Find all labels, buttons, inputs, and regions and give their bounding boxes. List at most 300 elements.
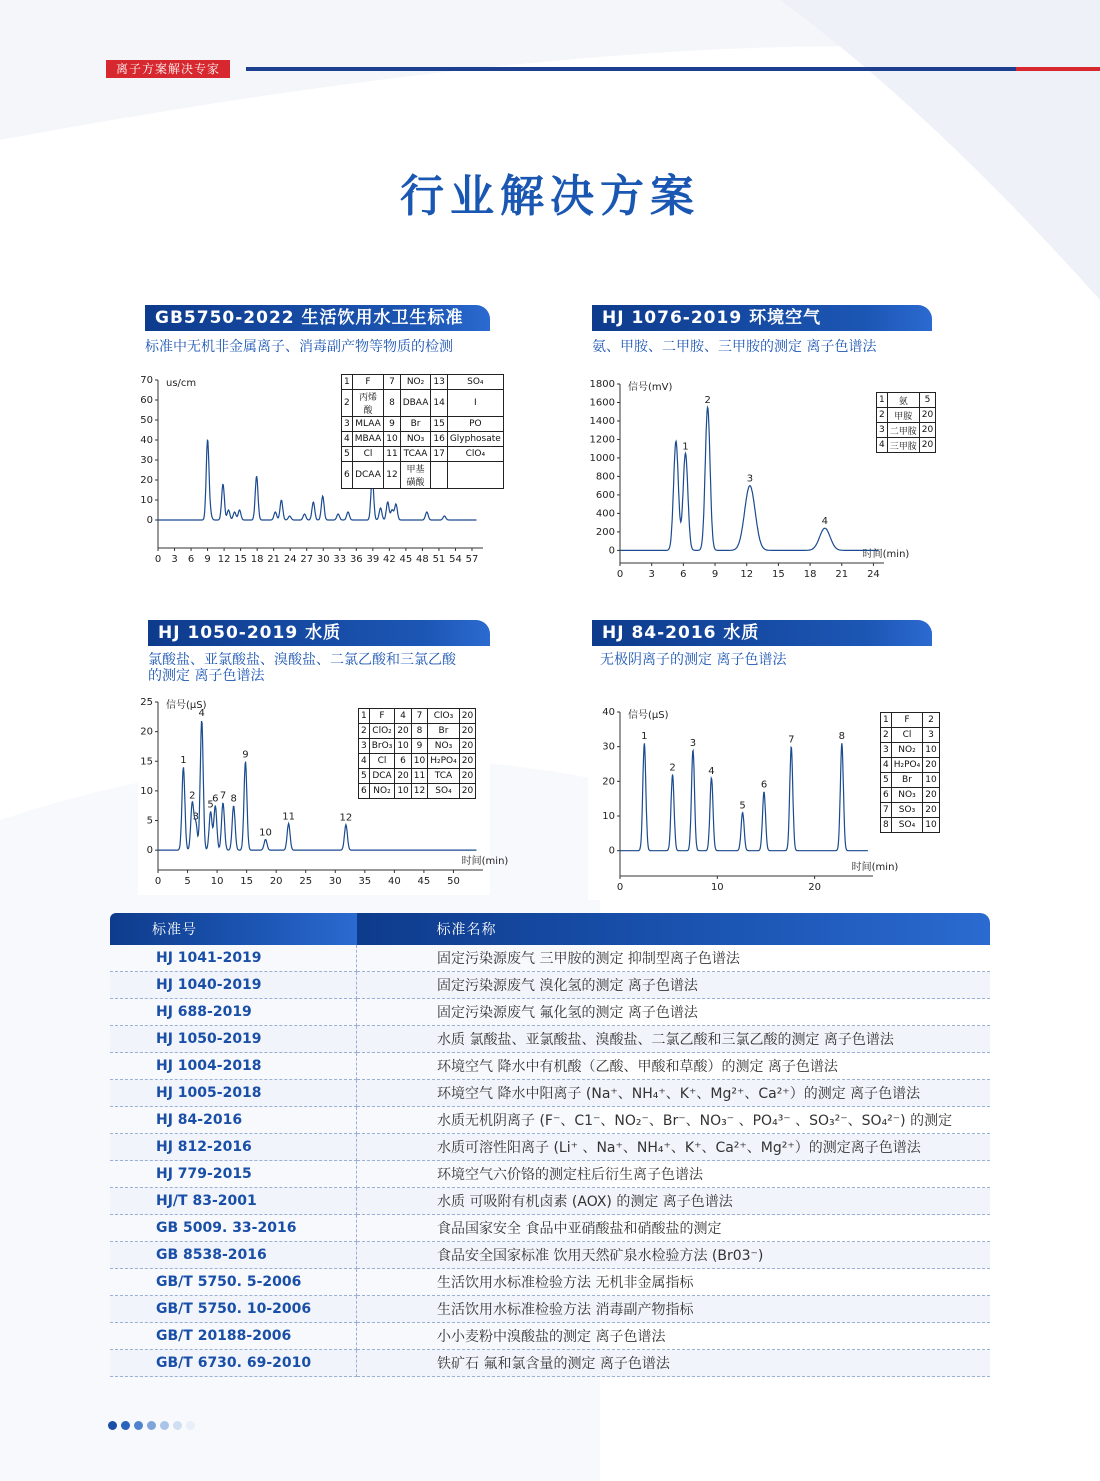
x-tick-label: 9 [204,554,211,565]
x-tick-label: 36 [349,554,363,565]
page-dot [160,1421,169,1430]
x-tick-label: 57 [465,554,479,565]
table-row [110,1269,990,1296]
legend-cell: H₂PO₄ [428,754,460,769]
legend-cell: 4 [881,758,892,773]
x-tick-label: 0 [154,876,162,887]
standard-code: HJ 1050-2019 [110,1026,357,1053]
x-tick-label: 18 [250,554,264,565]
legend-cell: TCAA [400,447,431,462]
legend-cell: DCA [369,769,395,784]
peak-label: 1 [180,755,187,767]
x-tick-label: 51 [432,554,446,565]
legend-cell: NO₂ [891,743,923,758]
table-header-row [110,913,990,945]
legend-cell: 10 [923,743,939,758]
section-subtitle-gb5750: 标准中无机非金属离子、消毒副产物等物质的检测 [145,339,453,355]
legend-cell: Br [428,724,460,739]
legend-cell: 二甲胺 [887,423,919,438]
y-tick-label: 5 [146,815,153,827]
brand-tag: 离子方案解决专家 [106,60,230,78]
y-tick-label: 0 [608,545,615,557]
brand-divider [246,67,1016,71]
section-subtitle-hj1076: 氨、甲胺、二甲胺、三甲胺的测定 离子色谱法 [592,339,877,355]
standard-code: HJ 688-2019 [110,999,357,1026]
legend-row [881,728,940,743]
legend-cell: 12 [411,784,427,799]
y-tick-label: 40 [140,435,153,446]
y-axis-label: us/cm [166,378,197,389]
standard-name: 环境空气六价铬的测定柱后衍生离子色谱法 [357,1161,991,1188]
chromatogram-hj1050 [138,690,509,895]
legend-row [342,417,504,432]
standard-code: HJ 1004-2018 [110,1053,357,1080]
peak-label: 5 [207,799,214,811]
peak-label: 1 [641,731,648,743]
legend-cell: 2 [881,728,892,743]
standard-code: HJ 1041-2019 [110,945,357,972]
x-tick-label: 48 [416,554,429,565]
peak-label: 4 [198,707,205,719]
legend-cell: DBAA [400,390,431,417]
peak-label: 7 [219,790,227,802]
legend-cell: NO₂ [369,784,395,799]
legend-cell: 8 [384,390,400,417]
x-tick-label: 9 [711,569,719,580]
section-header-hj1050: HJ 1050-2019 水质 [148,620,490,646]
x-axis-label: 时间(min) [862,549,910,560]
x-tick-label: 10 [710,882,724,893]
standard-name: 生活饮用水标准检验方法 消毒副产物指标 [357,1296,991,1323]
table-row [110,999,990,1026]
page-dot [173,1421,182,1430]
peak-label: 3 [746,473,754,485]
legend-row [359,739,476,754]
legend-row [881,803,940,818]
table-row [110,1296,990,1323]
peak-label: 6 [212,793,219,805]
legend-cell: 6 [395,754,411,769]
table-row [110,972,990,999]
legend-cell: Glyphosate [447,432,503,447]
legend-row [342,432,504,447]
standard-name: 食品安全国家标准 饮用天然矿泉水检验方法 (Br03⁻) [357,1242,991,1269]
section-header-hj84: HJ 84-2016 水质 [592,620,932,646]
chart-legend-gb5750 [341,374,504,489]
x-tick-label: 6 [680,569,687,580]
peak-label: 4 [821,516,829,528]
page-dot [108,1421,117,1430]
standard-name: 水质 氯酸盐、亚氯酸盐、溴酸盐、二氯乙酸和三氯乙酸的测定 离子色谱法 [357,1026,991,1053]
legend-row [881,788,940,803]
legend-cell: 5 [342,447,353,462]
legend-cell: 2 [923,713,939,728]
legend-cell: Cl [891,728,923,743]
legend-cell: 5 [359,769,370,784]
legend-row [877,423,936,438]
peak-label: 8 [230,793,237,805]
x-tick-label: 45 [399,554,413,565]
legend-cell: 3 [923,728,939,743]
peak-label: 9 [242,749,249,761]
brand-divider-accent [1016,67,1100,71]
legend-cell: 13 [431,375,447,390]
legend-row [342,375,504,390]
legend-cell: 20 [459,724,475,739]
legend-cell: NO₃ [891,788,923,803]
legend-cell: SO₄ [428,784,460,799]
legend-cell: 8 [881,818,892,833]
x-axis-label: 时间(min) [851,862,899,873]
legend-cell: 20 [395,724,411,739]
standard-code: GB/T 5750. 5-2006 [110,1269,357,1296]
legend-cell: 甲基磺酸 [400,462,431,489]
y-tick-label: 200 [595,526,615,538]
chromatogram-gb5750 [138,372,501,577]
page-dot [121,1421,130,1430]
legend-cell: 10 [923,773,939,788]
y-tick-label: 20 [140,475,153,486]
standard-name: 食品国家安全 食品中亚硝酸盐和硝酸盐的测定 [357,1215,991,1242]
legend-cell: 10 [384,432,400,447]
legend-cell: 8 [411,724,427,739]
legend-cell: I [447,390,503,417]
x-tick-label: 40 [387,876,401,887]
peak-label: 2 [189,790,196,802]
x-tick-label: 30 [328,876,342,887]
standard-code: HJ 1005-2018 [110,1080,357,1107]
legend-cell: 5 [881,773,892,788]
peak-label: 3 [192,811,200,823]
y-tick-label: 10 [602,811,615,822]
y-tick-label: 0 [608,845,615,857]
legend-cell: 7 [384,375,400,390]
legend-cell: 15 [431,417,447,432]
page-indicator-dots [108,1415,199,1425]
legend-cell: 丙烯酸 [352,390,384,417]
x-tick-label: 12 [217,554,231,565]
x-tick-label: 20 [808,882,821,893]
standard-code: GB 5009. 33-2016 [110,1215,357,1242]
standard-code: GB/T 6730. 69-2010 [110,1350,357,1377]
legend-row [877,408,936,423]
legend-cell: 20 [459,784,475,799]
x-tick-label: 33 [333,554,347,565]
legend-row [359,709,476,724]
legend-cell: 20 [919,438,935,453]
chart-legend-hj1050 [358,708,476,799]
y-tick-label: 0 [146,845,153,857]
y-tick-label: 800 [595,471,615,483]
table-row [110,1026,990,1053]
x-tick-label: 3 [171,554,178,565]
page-dot [147,1421,156,1430]
legend-cell: ClO₃ [428,709,460,724]
legend-cell: 2 [342,390,353,417]
legend-cell: 4 [342,432,353,447]
y-axis-label: 信号(mV) [628,382,673,393]
legend-cell: 10 [395,739,411,754]
chart-legend-hj1076 [876,392,936,453]
legend-cell: 11 [411,769,427,784]
y-tick-label: 10 [140,495,153,506]
table-row [110,1107,990,1134]
legend-cell: 10 [923,818,939,833]
legend-cell: 14 [431,390,447,417]
peak-label: 5 [739,800,746,812]
legend-cell: 7 [411,709,427,724]
legend-cell: 氨 [887,393,919,408]
y-tick-label: 1000 [589,452,615,464]
x-tick-label: 10 [210,876,224,887]
legend-cell: Br [891,773,923,788]
legend-cell: 3 [342,417,353,432]
legend-cell: 2 [359,724,370,739]
standard-name: 水质无机阴离子 (F⁻、C1⁻、NO₂⁻、Br⁻、NO₃⁻ 、PO₄³⁻ 、SO₃²⁻、SO₄²⁻) 的测定 [357,1107,991,1134]
legend-cell: 12 [384,462,400,489]
peak-label: 10 [259,827,272,839]
peak-label: 8 [838,731,846,743]
x-tick-label: 6 [187,554,195,565]
legend-row [359,754,476,769]
section-header-hj1076: HJ 1076-2019 环境空气 [592,305,932,331]
standard-code: GB/T 20188-2006 [110,1323,357,1350]
legend-cell: F [891,713,923,728]
legend-cell: 1 [359,709,370,724]
legend-cell: 20 [923,788,939,803]
x-tick-label: 15 [772,569,785,580]
standard-name: 铁矿石 氟和氯含量的测定 离子色谱法 [357,1350,991,1377]
table-row [110,1215,990,1242]
legend-cell: 20 [459,739,475,754]
table-row [110,1242,990,1269]
legend-cell: 1 [342,375,353,390]
legend-row [881,773,940,788]
standard-code: HJ/T 83-2001 [110,1188,357,1215]
legend-cell: TCA [428,769,460,784]
peak-label: 3 [689,738,697,750]
standard-name: 水质 可吸附有机卤素 (AOX) 的测定 离子色谱法 [357,1188,991,1215]
legend-cell: Cl [369,754,395,769]
standard-name: 环境空气 降水中阳离子 (Na⁺、NH₄⁺、K⁺、Mg²⁺、Ca²⁺）的测定 离子色谱法 [357,1080,991,1107]
standard-name: 水质可溶性阳离子 (Li⁺ 、Na⁺、NH₄⁺、K⁺、Ca²⁺、Mg²⁺）的测定离子色谱法 [357,1134,991,1161]
x-tick-label: 0 [154,554,162,565]
legend-cell: NO₂ [400,375,431,390]
chart-legend-hj84 [880,712,940,833]
peak-label: 12 [339,812,353,824]
legend-cell: 7 [881,803,892,818]
section-subtitle-hj84: 无极阴离子的测定 离子色谱法 [600,652,787,668]
legend-cell: 10 [395,784,411,799]
legend-cell: F [369,709,395,724]
legend-cell: DCAA [352,462,384,489]
y-tick-label: 25 [140,697,153,708]
x-tick-label: 50 [447,876,460,887]
y-tick-label: 60 [140,395,153,406]
chromatogram-hj84 [588,690,948,900]
column-header-code: 标准号 [110,913,357,945]
standard-code: HJ 1040-2019 [110,972,357,999]
legend-row [881,818,940,833]
y-tick-label: 20 [602,776,615,788]
y-axis-label: 信号(μS) [166,700,207,711]
legend-row [342,447,504,462]
standard-code: GB 8538-2016 [110,1242,357,1269]
y-tick-label: 50 [140,415,153,426]
x-tick-label: 18 [803,569,817,580]
legend-cell: SO₄ [891,818,923,833]
y-tick-label: 1600 [589,397,615,409]
page-title: 行业解决方案 [400,171,700,222]
legend-cell: 三甲胺 [887,438,919,453]
peak-label: 4 [708,765,715,777]
x-tick-label: 39 [366,554,380,565]
standard-name: 环境空气 降水中有机酸（乙酸、甲酸和草酸）的测定 离子色谱法 [357,1053,991,1080]
x-tick-label: 24 [867,569,880,580]
legend-row [359,724,476,739]
peak-label: 11 [282,811,295,823]
standard-name: 小小麦粉中溴酸盐的测定 离子色谱法 [357,1323,991,1350]
legend-cell: 16 [431,432,447,447]
x-tick-label: 20 [269,876,283,887]
table-row [110,1323,990,1350]
legend-row [877,393,936,408]
legend-row [881,758,940,773]
x-tick-label: 0 [616,569,624,580]
x-tick-label: 21 [835,569,849,580]
legend-cell: 9 [384,417,400,432]
legend-row [359,769,476,784]
y-tick-label: 30 [140,455,153,466]
x-tick-label: 27 [300,554,314,565]
legend-cell: 20 [923,758,939,773]
legend-cell: 1 [877,393,888,408]
x-tick-label: 45 [417,876,431,887]
standards-table [110,913,990,1377]
x-tick-label: 25 [299,876,313,887]
legend-cell: ClO₂ [369,724,395,739]
table-row [110,1188,990,1215]
x-tick-label: 30 [316,554,330,565]
legend-cell: 17 [431,447,447,462]
legend-row [877,438,936,453]
peak-label: 1 [682,441,689,453]
legend-cell: ClO₄ [447,447,503,462]
legend-cell: SO₃ [891,803,923,818]
legend-row [342,390,504,417]
page-dot [186,1421,195,1430]
standard-code: HJ 812-2016 [110,1134,357,1161]
chromatogram-hj1076 [588,372,944,580]
page-dot [134,1421,143,1430]
x-tick-label: 54 [449,554,462,565]
standard-code: HJ 84-2016 [110,1107,357,1134]
legend-cell: 6 [342,462,353,489]
legend-cell: Cl [352,447,384,462]
legend-cell: NO₃ [428,739,460,754]
legend-cell: SO₄ [447,375,503,390]
legend-cell: 6 [881,788,892,803]
legend-cell: 2 [877,408,888,423]
legend-cell: Br [400,417,431,432]
y-tick-label: 400 [595,508,615,520]
legend-cell: BrO₃ [369,739,395,754]
legend-cell [431,462,447,489]
legend-cell: 4 [877,438,888,453]
legend-cell: 11 [384,447,400,462]
standards-table-body [110,945,990,1377]
chromatogram-trace [620,743,868,851]
legend-cell: 3 [359,739,370,754]
x-tick-label: 21 [267,554,281,565]
legend-row [342,462,504,489]
y-tick-label: 600 [595,489,615,501]
legend-cell: 20 [923,803,939,818]
legend-cell: 20 [459,754,475,769]
y-tick-label: 30 [602,741,615,753]
legend-cell: PO [447,417,503,432]
standard-code: GB/T 5750. 10-2006 [110,1296,357,1323]
y-tick-label: 0 [146,515,153,526]
x-tick-label: 12 [740,569,754,580]
section-subtitle-hj1050: 氯酸盐、亚氯酸盐、溴酸盐、二氯乙酸和三氯乙酸 的测定 离子色谱法 [148,652,456,684]
legend-cell: 5 [919,393,935,408]
x-tick-label: 42 [382,554,396,565]
legend-cell [447,462,503,489]
legend-cell: 4 [359,754,370,769]
column-header-name: 标准名称 [357,913,991,945]
legend-cell: 20 [459,709,475,724]
legend-cell: 20 [919,423,935,438]
y-tick-label: 70 [140,375,153,386]
y-tick-label: 20 [140,726,153,738]
standard-name: 固定污染源废气 氟化氢的测定 离子色谱法 [357,999,991,1026]
legend-cell: H₂PO₄ [891,758,923,773]
x-tick-label: 15 [234,554,247,565]
section-header-gb5750: GB5750-2022 生活饮用水卫生标准 [145,305,490,331]
legend-cell: 9 [411,739,427,754]
y-axis-label: 信号(μS) [628,710,669,721]
table-row [110,1053,990,1080]
legend-cell: 10 [411,754,427,769]
peak-label: 7 [788,734,795,746]
legend-cell: MLAA [352,417,384,432]
x-tick-label: 5 [184,876,191,887]
legend-cell: 3 [877,423,888,438]
y-tick-label: 40 [602,707,615,718]
y-tick-label: 1800 [589,379,615,390]
table-row [110,1161,990,1188]
x-tick-label: 24 [283,554,297,565]
y-tick-label: 1400 [589,415,615,427]
table-row [110,1080,990,1107]
legend-row [359,784,476,799]
x-tick-label: 15 [240,876,254,887]
legend-cell: 3 [881,743,892,758]
x-tick-label: 3 [648,569,655,580]
legend-cell: 甲胺 [887,408,919,423]
y-tick-label: 1200 [589,434,615,446]
legend-row [881,743,940,758]
standard-code: HJ 779-2015 [110,1161,357,1188]
standard-name: 生活饮用水标准检验方法 无机非金属指标 [357,1269,991,1296]
legend-cell: 20 [459,769,475,784]
legend-cell: MBAA [352,432,384,447]
standard-name: 固定污染源废气 溴化氢的测定 离子色谱法 [357,972,991,999]
y-tick-label: 15 [140,756,153,768]
legend-cell: F [352,375,384,390]
legend-cell: NO₃ [400,432,431,447]
